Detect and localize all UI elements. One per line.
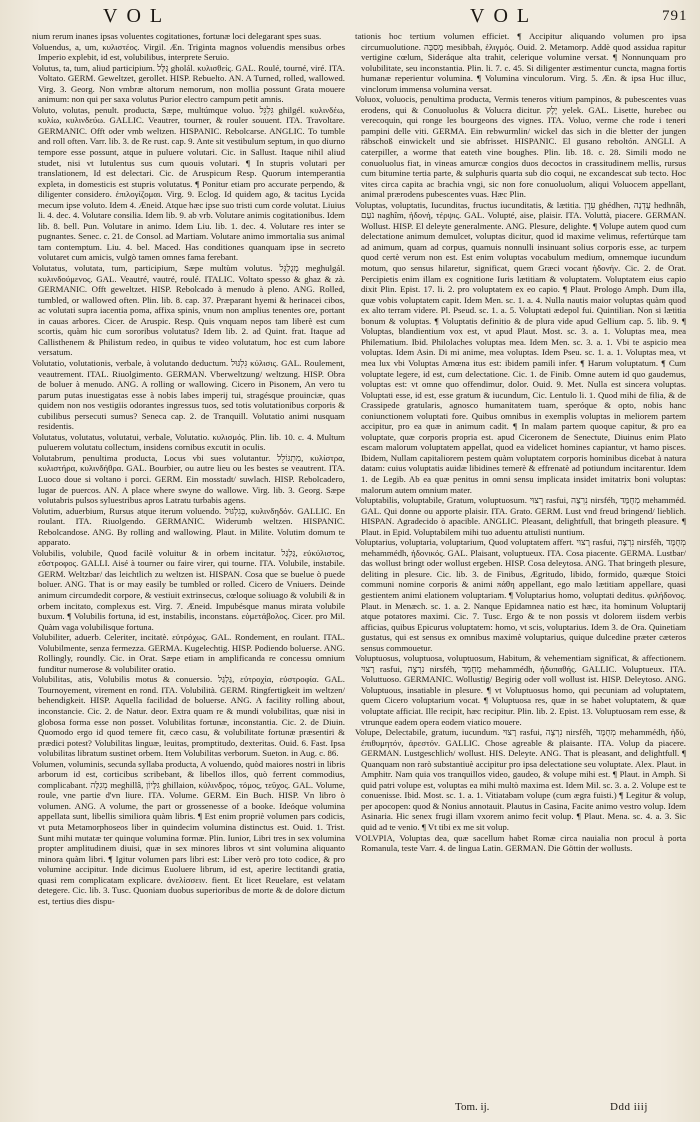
dictionary-entry: Volumen, voluminis, secunda syllaba producta, A voluendo, quòd maiores nostri in libris arborum id est, corticibus scribebant, & libellos illos, quò ferrent commodius, complicabant. מְגִלָּה meghillâ, גִּלָּיוֹן ghillaion, κύλινδρος, τόμος, τεῦχος. GAL. Volume, roule, vne partie d'vn liure. ITA. Volume. GERM. Ein Buch. HISP. Vn libro ò volumen. ANG. A volume, the part or grossenesse of a booke. Ideóque volumina appellata sunt, libellis similiora quàm libris. ¶ Est enim propriè volumen pars codicis, vt puta Metamorphoseos liber in quindecim volumina distinctus est. Ouid. 1. Trist. Sunt mihi mutatæ ter quinque volumina formæ. Plin. Iunior, Libri tres in sex volumina propter amplitudinem diuisi, quæ in sex minores libros vt sint volumina aliquanto minora quàm libri. ¶ Igitur volumen pars libri est: Liber verò pro toto codice, & pro volumine accipitur. Inde dicimus Euoluere librum, id est, aperire lectitandi gratia, quasi rem complicatam explicare. ἀνελίσσειν. fient. Et licet Reuelare, est velatam detegere. Cic. lib. 3. Tusc. Quoniam duobus superioribus de morte & de dolore dictum est, tertius dies dispu- (32, 758, 345, 906)
dictionary-entry: Voluptabilis, voluptabile, Gratum, voluptuosum. רָצוּי rasfui, נִרְצֶה nirsféh, מְחֻמָּד mehamméd. GAL. Qui donne ou apporte plaisir. ITA. Grato. GERM. Lust vnd freud bringend/ lieblich. HISPAN. Agradecido ò apacible. ANGLIC. Pleasant, delightfull, that bringeth pleasure. ¶ Plaut. in Epid. Voluptabilem mihi tuo aduentu attulisti nuntium. (355, 495, 686, 537)
dictionary-entry: Volubiliter, aduerb. Celeriter, incitatè. εὐτρόχως. GAL. Rondement, en roulant. ITAL. Volubilmente, senza fermezza. GERMA. Kugelechtig. HISP. Podiendo boluerse. ANG. Rollingly, roundly. Cic. in Orat. Sæpe etiam in amplificanda re concessu omnium funditur numerose & volubiliter oratio. (32, 632, 345, 674)
volume-signature: Tom. ij. (455, 1101, 490, 1113)
left-text-column (32, 31, 345, 1095)
dictionary-entry: VOLVPIA, Voluptas dea, quæ sacellum habet Romæ circa nauialia non procul à porta Romanula, teste Varr. 4. de lingua Latin. GERMAN. Die Göttin der wollusts. (355, 832, 686, 854)
dictionary-entry: Voluox, voluocis, penultima producta, Vermis teneros vitium pampinos, & pubescentes vuas erodens, qui & Conuoluolus & Volucra dicitur. יֶלֶק yelek. GAL. Lisette, hurebec ou verecoquin, qui ronge les bourgeons des vignes. ITA. Voluo, verme che rode i teneri pampini delle viti. GERMA. Ein rebwurmlin/ wickel das sich in die bletter der jungen räbschoß einwickelt und sie abfrisset. HISPANIC. El gusano reboltón. ANGLI. A caterpiller, a worme that eateth vine boughes. Plin. lib. 18. c. 28. Simili modo ne conuoluolus fiat, in vineas amurcæ congios duos decoctos in crassitudinem mellis, rursus cum bitumine tertia parte, & sulphuris quarta sub dio coqui, ne excandescat sub tecto. Hoc vites circa capita ac brachia vngi, sic non fore conuoluolum, aliqui Voluocem appellant, animal prærodens pubescentes vuas. Hæc Plin. (355, 94, 686, 200)
dictionary-entry: Voluptuosus, voluptuosa, voluptuosum, Habitum, & vehementiam significat, & affectionem. רָצוּי rasfui, נִרְצֶה nirsféh, מְחֻמָּד mehammédh, ἡδυπαθής. GALLIC. Voluptueux. ITA. Voluttuoso. GERMANIC. Wollustig/ Begirig oder voll wollust ist. HISP. Deleytoso. ANG. Voluptuous, insatiable in plesure. ¶ vt Voluptuosus homo, qui pecuniam ad voluptatem, quem Cicero voluptarium vocat. ¶ Voluptuosa res, quæ in se habet voluptatem, & quæ voluptate afficiat. Ille recipit, hæc recipitur. Plin. lib. 2. Epist. 13. Voluptuosam rem esse, & vtrunque eadem opera eodem viatico mouere. (355, 653, 686, 727)
running-head-right: VOL (470, 5, 539, 27)
dictionary-entry: Volutabrum, penultima producta, Locus vbi sues volutantur. מִתְגּוֹלֵל, κυλίστρα, κυλιστήρα, κυλινδήθρα. GAL. Bourbier, ou autre lieu ou les bestes se veautrent. ITA. Luoco doue si voltano i porci. GERM. Ein mosstadt/ suwlach. HISP. Rebolcadero, lugar de puercos. AN. A place where swyne do wallowe. Virg. lib. 3. Georg. Sæpe volutabris pulsos syluestribus apros Latratu turbabis agens. (32, 452, 345, 506)
page-number: 791 (662, 8, 688, 24)
dictionary-entry: Volutatus, volutatus, volutatui, verbale, Volutatio. κυλισμός. Plin. lib. 10. c. 4. Multum puluerem volutatu collectum, insidens cornibus excutit in oculis. (32, 431, 345, 453)
dictionary-entry: Voluptas, voluptatis, Iucunditas, fructus iucunditatis, & lætitia. עֵדֶן ghédhen, עֶדְנָה hedhnâh, נֹעַם naghîm, ἡδονή, τέρψις. GAL. Volupté, aise, plaisir. ITA. Voluttà, piacere. GERMAN. Wollust. HISP. El deleyte generalmente. ANG. Plesure, delighte. ¶ Volupe autem quod cum delectatione animum demulcet, voluptas dicitur, quod id maxime velimus, refertúrque tam ad animum, quam ad corpus, quamuis nonnulli insinuant solius corporis esse, ac turpem quod certè verum non est. Est enim voluptas vocabulum medium, omnemque iucundum motum, quo sensus hilaretur, significat, quem Græci vocant ἡδονήν. Cic. 2. de Orat. Percipietis enim illam ex cognitione Iuris lætitiam & voluptatem. Voluptatem eius capio dixit Plin. Epist. 17. li. 2. pro voluptatem ex eo capio. ¶ Plaut. Prologo Amph. Dum illa, quæ vobis voluptatem capit. Idem Men. sc. 1. a. 4. Nulla nautis maior voluptas quàm quod ex alto terram videre. Pl. Pseud. sc. 1. a. 5. Voluptati ædepol fui. Quintilian. Non si lætitia bonum & voluptas. ¶ Voluptatis definitio & de plura vide apud Gellium cap. 5. lib. 9. ¶ Voluptas, blandientium vox est, vt apud Plaut. Most. sc. 3. a. 1. Voluptas mea, mea Philematium. Ibid. Philolaches voluptas mea. Idem Men. sc. 3. a. 1. Vbi te aspicio mea voluptas. Idem Asin. Di mi anime, mea voluptas. Idem Pseu. sc. 1. a. 1. Voluptas mea, vt mea lux vbi Voluptas Amœna itus est: ibidem pamili infer. ¶ Harum voluptatum. ¶ Cum voluptate legere, id est, cum delectatione. Cic. 1. de Finib. Omne autem id quo gaudemus, voluptas est: vt omne quo offendimur, dolor. Ouid. 9. Met. Nulla est sincera voluptas. Voluptati esse, id est, esse gratum & iucundum, Cic. Lentulo li. 1. Quod mihi de filia, & de Crassipede gratularis, agnosco humanitatem tuam, speróque & opto, nobis hanc coniunctionem voluptati fore. Quibus omnibus in exemplis voluptas in meliorem partem accipitur, pro ea quæ in animum cadit. ¶ In malam partem quoque capitur, & pro ea voluptate, quæ corporis propria est. apud Ciceronem de Senectute, Diuinus enim Plato escam malorum voluptatem appellat, quod ea videlicet homines capiantur, vt hamo pisces. Ibidem, Nullam capitaliorem pestem quàm voluptatem corporis hominibus dicebat à natura datam: cuius voluptatis auidæ libidines temerè & effrenatè ad potiundum incitarentur. Idem 1. de Legib. Ab ea quæ penitus in omni sensu implicata insidet imitatrix boni voluptas: malorum autem omnium mater. (355, 199, 686, 495)
dictionary-entry: Volutatus, volutata, tum, participium, Sæpe multùm volutus. מְגֻלְגָּל meghulgál. κυλινδούμενος. GAL. Veautré, vautré, roulé. ITALIC. Voltato spesso & ghaz & zà. GERMANIC. Offt geweltzet. HISP. Rebolcado à menudo à pleno. ANG. Rolled, tumbled, or wallowed often. Plin. lib. 8. cap. 37. Præparant hyemi & herinacei cibos, ac volutati supra iacentia poma, affixa spinis, vnum non amplius tenentes ore, portant in cauas arbores. Cicer. de Aruspic. Resp. Quis vnquam nepos tam liberè est cum scortis, quàm hic cum sororibus volutatus? Idem lib. 2. ad Quint. frat. Itaque ad Callisthenem & Philistum redeo, in quibus te video volutatum, hoc est cum labore versatum. (32, 263, 345, 358)
dictionary-entry: Voluto, volutas, penult. producta, Sæpe, multúmque voluo. גִּלְגֵּל ghilgél. κυλινδέω, κυλίω, κυλινδεύω. GALLIC. Veautrer, tourner, & rouler souuent. ITA. Travoltare. GERMANIC. Offt oder vmb weltzen. HISPANIC. Rebolcarse. ANGLIC. To tumble and roll often. Varr. lib. 3. de Re rust. cap. 9. Ante sit vestibulum septum, in quo diurno tempore esse possunt, atque in puluere volutari. Cic. in Sallust. Itaque nihil aliud studet, nisi vt lutulentus sus cum quouis volutari. ¶ In stupris volutari per translationem, Id est delectari. Cic. de Aruspicum Resp. Quorum intemperantia expleta, in domesticis est stupris volutatus. ¶ Ponitur etiam pro accurate perpendo, & diligenter considero. ἐπιλογίζομαι. Virg. 9. Eclog. Id quidem ago, & tacitus Lycida mecum ipse voluto. Idem 4. Æneid. Atque hæc ipse suo tristi cum corde volutat. Liuius li. 4. dec. 4. Volutare consilia. Idem lib. 9. ab vrb. Volutare animis cogitationibus. Idem lib. 8. bell. Pun. Volutare in animo. Idem Liu. lib. 1. dec. 4. Volutare res inter se pugnantes. Senec. c. 21. de Consol. ad Martiam. Volutare animo immortalia sus animal tam contemptum. Liu. 4. bel. Maced. Has conditiones quanquam ipse in secreto volutaret cum amicis, vulgò tamen omnes fama ferebant. (32, 104, 345, 263)
dictionary-entry: Volutus, ta, tum, aliud participium. גֻּלָּל gholál. κυλισθείς. GAL. Roulé, tourné, viré. ITA. Voltato. GERM. Geweltzet, gerollet. HISP. Rebuelto. AN. A Turned, rolled, wallowed. Virg. 3. Georg. Non vmbræ altorum nemorum, non mollia possunt Grata mouere animum: non qui per saxa volutus Purior electro campum petit amnis. (32, 62, 345, 105)
dictionary-entry: Voluptarius, voluptaria, voluptarium, Quod voluptatem affert. רָצוּי rasfui, נִרְצֶה nirsféh, מְחֻמָּד mehammédh, ἡδονικός. GAL. Plaisant, voluptueux. ITA. Cosa piacente. GERMA. Lustbar/ das wollust bringt oder wollust ergeben. HISP. Cosa deleytosa. ANG. That bringeth plesure, deliting in plesure. Cic. lib. 3. de Finibus, Ægritudo, libido, formido, quæque Stoici communi nomine corporis & animi πάθη appellant, ego malo lætitiam appellare, quasi gestientem animi elationem voluptariam. ¶ Voluptarius homo, voluptati deditus. φιλήδονος. Plaut. in Menæch. sc. 1. a. 2. Nanque Epidamnea natio est hæc, ita hominum Voluptarij atque potatores maximi. Cic. 7. Tusc. Ergo & te non possis vt dolorem iisdem verbis afficias, quibus Epicurus voluptatem: homo, vt scis, voluptarius. Idem 3. de Ora. Quinetiam gustatus, qui est sensus ex omnibus maximè voluptarius, quique dulcedine præter cæteros sensus commouetur. (355, 537, 686, 653)
dictionary-entry: Volubilis, volubile, Quod facilè voluitur & in orbem incitatur. גַּלְגַּל, εὐκύλιστος, εὔστροφος. GALLI. Aisé à tourner ou faire virer, qui tourne. ITA. Volubile, instabile. GERM. Weltzbar/ das leichtlich zu weltzen ist. HISPAN. Cosa que se buelue ò puede boluer. ANG. That is or may easily be tumbled or rolled. Cicero de Vniuers. Deinde animum circumdedit corpore, & vestiuit extrinsecus, cœloque soliuago & volubili & in orbem incitato, complexus est. Virg. 7. Æneid. Impubésque manus mirata volubile buxum. ¶ Volubilis fortuna, id est, instabilis, inconstans. εὐμετάβολος. Cicer. pro Mil. Quàm vaga volubilisque fortuna. (32, 547, 345, 632)
dictionary-entry: Volutatio, volutationis, verbale, à volutando deductum. גִּלְגּוּל κύλισις. GAL. Roulement, veautrement. ITAL. Riuolgimento. GERMAN. Vberweltzung/ weltzung. HISP. Obra de boluer à menudo. ANG. A rolling or wallowing. Cicero in Pisonem, An vero tu parum putas inuestigatas esse à nobis labes imperij tui, stragésque prouinciæ, quas quidem non nos vestigiis odorantes ingressus tuos, sed totis volutationibus corporis & cubilibus persecuti sumus? Seneca cap. 2. de Tranquill. Volutatio animi nusquam residentis. (32, 357, 345, 432)
gathering-signature: Ddd iiij (610, 1101, 648, 1113)
entry-continuation: tationis hoc tertium volumen efficiet. ¶ Accipitur aliquando volumen pro ipsa circumuolutione. מְסִבָּה mesibbah, ἑλιγμός. Ouid. 2. Metamorp. Addè quod assidua rapitur vertigine cœlum, Sideráque alta trahit, celerique volumine versat. ¶ Nonnunquam pro volubilitate, seu inconstantia. Plin. li. 7. c. 45. Si diligenter æstimentur cuncta, magna fortis humanæ reperientur volumina. ¶ Volumina vinculorum. Virg. 5. Æn. & ipsa Huc illuc, vinclorum immensa volumina versat. (355, 31, 686, 94)
dictionary-entry: Voluendus, a, um, κυλιστέος. Virgil. Æn. Triginta magnos voluendis mensibus orbes Imperio explebit, id est, volubilibus, interprete Seruio. (32, 41, 345, 63)
dictionary-entry: Volutim, aduerbium, Rursus atque iterum voluendo. בְּגִלְגּוּל, κυλινδηδόν. GALLIC. En roulant. ITA. Riuolgendo. GERMANIC. Widerumb weltzen. HISPANIC. Rebolcandose. ANG. By rolling and wallowing. Plaut. in Milite. Volutim domum te apparato. (32, 505, 345, 548)
dictionary-entry: Volupe, Delectabile, gratum, iucundum. רָצוּי rasfui, נִרְצֶה nirsféh, מְחֻמָּד mehammédh, ἡδύ, ἐπιθυμητόν, ἀρεστόν. GALLIC. Chose agreable & plaisante. ITA. Volup da piacere. GERMAN. Lustgeschlich/ wollust. HIS. Deleyte. ANG. That is pleasant, and delightfull. ¶ Quanquam non rarò substantiuè accipitur pro ipsa delectatione seu voluptate. Alex. Plaut. in Amphitr. Nam quia vos tranquillos video, gaudeo, & volupe mihi est. ¶ Plaut. in Amph. Si quid patri volupe est, voluptas ea mihi multò maxima est. Idem Mil. sc. 3. a. 2. Volupe est te conuenisse. Ibid. Most. sc. 1. a. 1. Vitiatabam volupe (cum ægra fuisti.) ¶ Legitur & volup, per apocopen: quod & Nonius annotauit. Plautus in Casina, Facite animo vestro volup. Idem Asinaria. Hic senex frugi illam vxorem animo fecit volup. ¶ Plaut. Mena. sc. 4. a. 3. Sic quid ad te venio. ¶ Vt tibi ex me sit volup. (355, 727, 686, 833)
running-head-left: VOL (103, 5, 172, 27)
right-text-column (355, 31, 686, 1095)
entry-continuation: nium rerum inanes ipsas voluentes cogitationes, fortunæ loci delegarant spes suas. (32, 31, 322, 41)
dictionary-entry: Volubilitas, atis, Volubilis motus & conuersio. גַּלְגַּל, εὐτροχία, εὐστροφία. GAL. Tournoyement, virement en rond. ITA. Volubilità. GERM. Ringfertigkeit im weltzen/ behendigkeit. HISP. Aquella facilidad de boluerse. ANG. A facility rolling about, inconstancie. Cic. 2. de Natur. deor. Extra quam re & mundi volubilitas, quæ nisi in globosa forma esse non posset. Volubilitas fortunæ, inconstantia. Cic. 2. de Diuin. Quomodo ergo id quod temere fit, cæco casu, & volubilitate fortunæ præsentiri & prædici potest? Volubilitas linguæ, leuitas, promptitudo, dexteritas. Ouid. 6. Fast. Ipsa volubilitas libratum sustinet orbem. Item Volubilitas verborum. Sueton. in Aug. c. 86. (32, 674, 345, 759)
